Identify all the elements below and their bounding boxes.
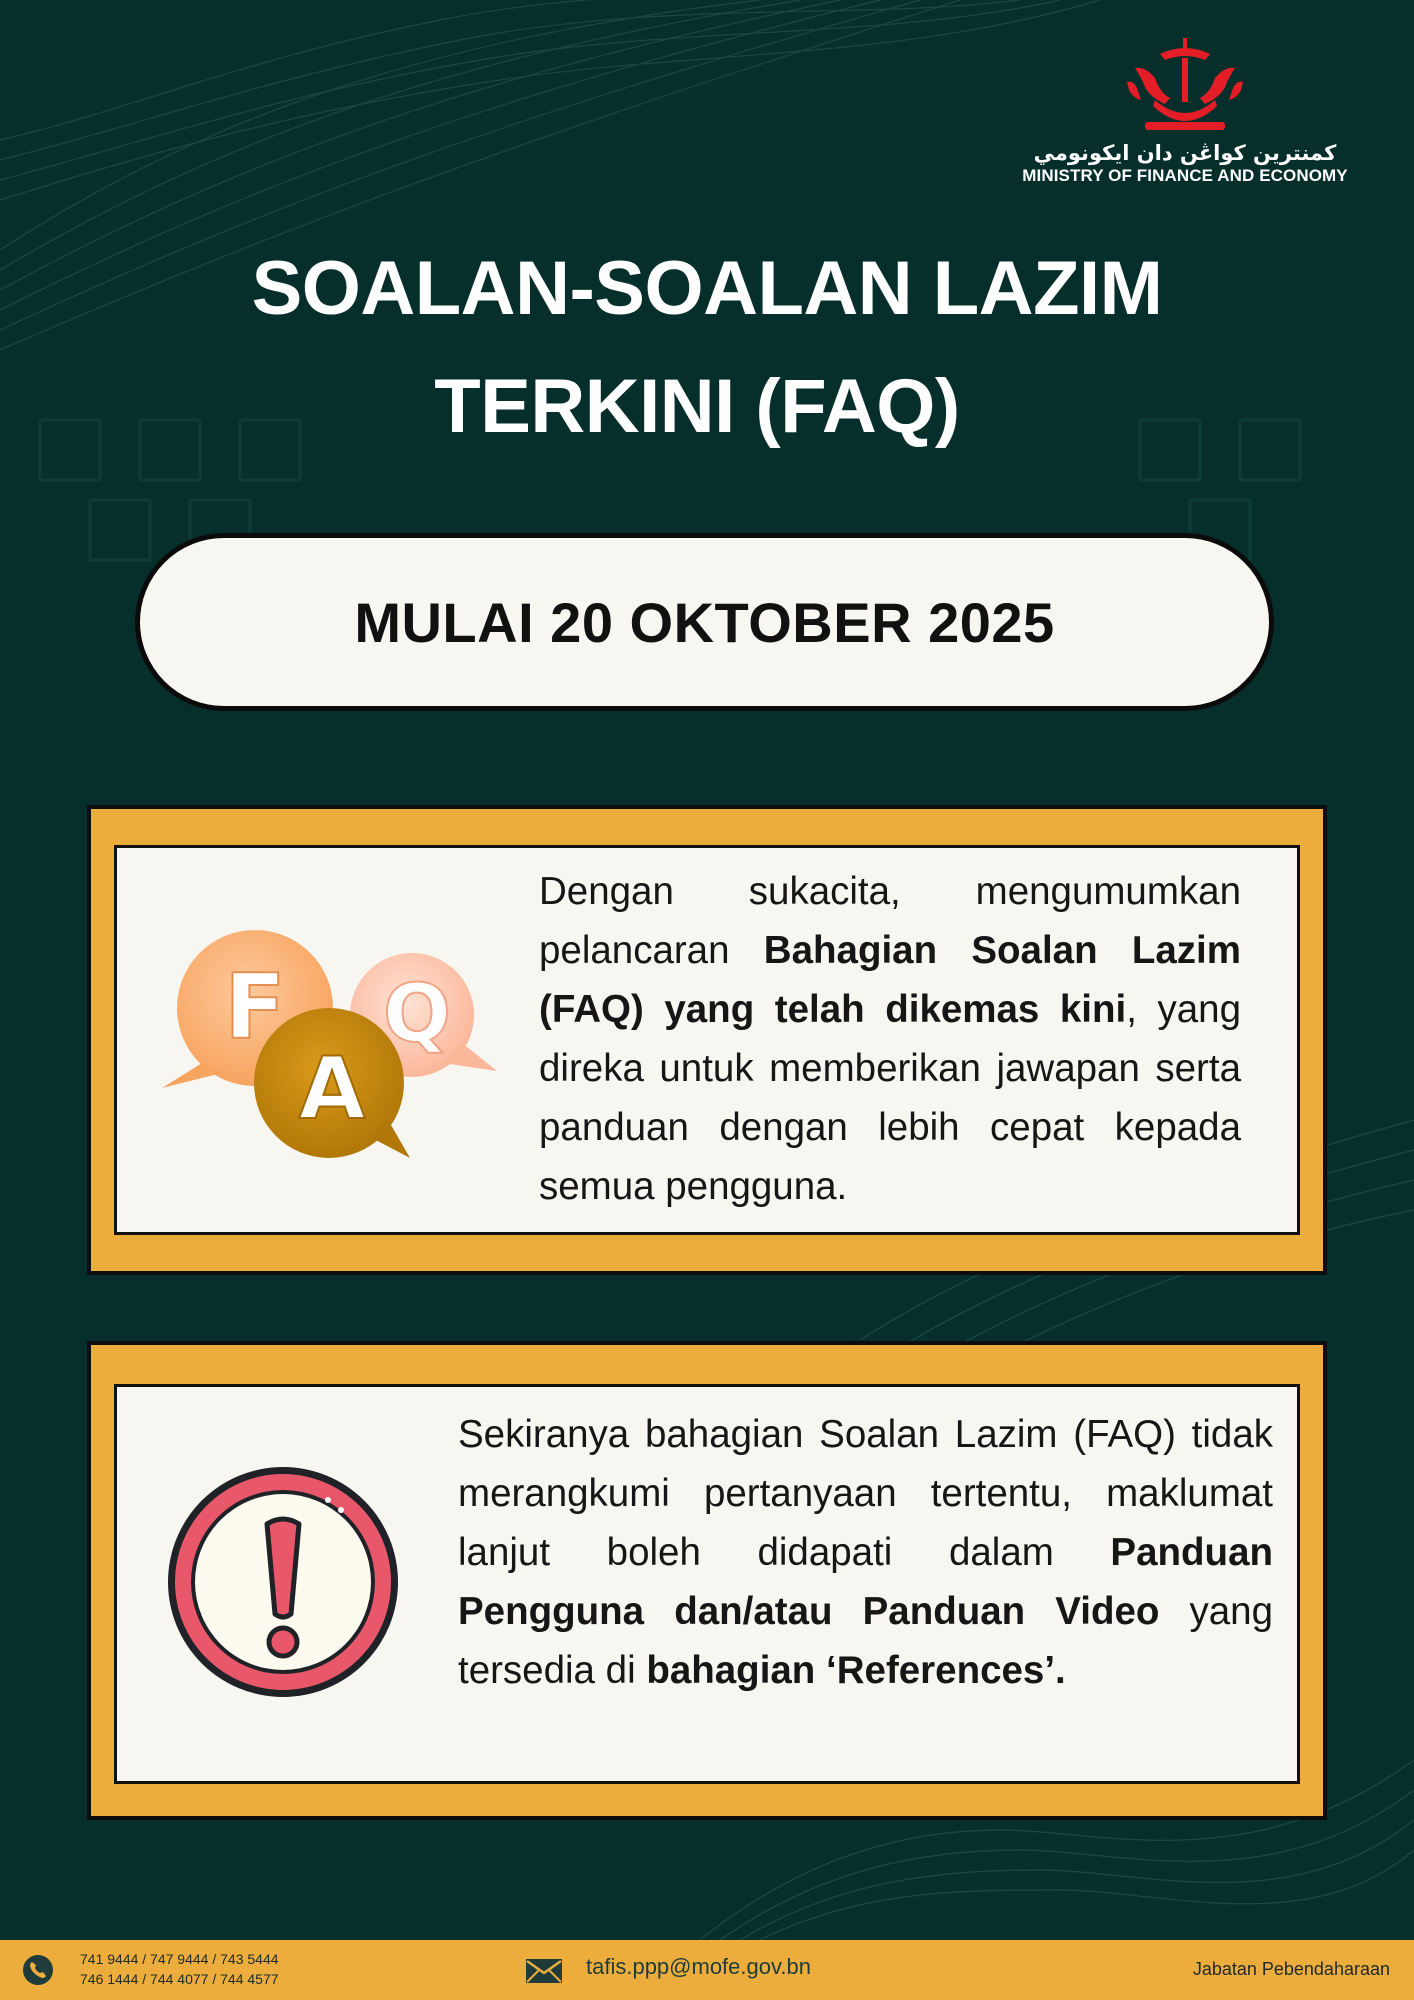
card1-text-part: Dengan sukacita, mengumumkan pelancaran (539, 870, 1241, 972)
phone-line-1: 741 9444 / 747 9444 / 743 5444 (80, 1951, 279, 1967)
faq-letter-q: Q (382, 967, 452, 1060)
faq-card-inner (114, 845, 1300, 1235)
page-title (0, 230, 1414, 466)
title-line-1: SOALAN-SOALAN LAZIM (251, 246, 1163, 331)
faq-announcement-card (87, 805, 1327, 1275)
faq-speech-bubbles-icon (142, 923, 522, 1183)
footer-phone-numbers (80, 1949, 279, 1989)
brunei-crest-icon (1125, 38, 1245, 138)
card1-text-bold: Bahagian Soalan Lazim (FAQ) yang telah dikemas kini (539, 929, 1241, 1031)
logo-english-text: MINISTRY OF FINANCE AND ECONOMY (1022, 166, 1348, 185)
phone-icon (22, 1954, 54, 1986)
card2-text-bold: Panduan Pengguna dan/atau Panduan Video (458, 1531, 1273, 1633)
date-banner (135, 533, 1274, 711)
faq-letter-a: A (298, 1039, 366, 1139)
logo-jawi-text: كمنترين كواڠن دان ايكونومي (1033, 141, 1337, 165)
title-line-2: TERKINI (FAQ) (434, 364, 960, 449)
faq-announcement-text (539, 862, 1241, 1216)
ministry-logo (1005, 38, 1365, 186)
footer-email[interactable]: tafis.ppp@mofe.gov.bn (586, 1954, 811, 1979)
mail-icon (525, 1958, 563, 1984)
exclamation-circle-icon (163, 1462, 403, 1702)
references-info-text (458, 1405, 1273, 1700)
card2-text-part: Sekiranya bahagian Soalan Lazim (FAQ) tidak merangkumi pertanyaan tertentu, maklumat lanjut boleh didapati dalam (458, 1413, 1273, 1574)
card2-text-part: yang tersedia di (458, 1590, 1273, 1692)
phone-line-2: 746 1444 / 744 4077 / 744 4577 (80, 1971, 279, 1987)
card1-text-part: , yang direka untuk memberikan jawapan serta panduan dengan lebih cepat kepada semua pengguna. (539, 988, 1241, 1208)
references-card-inner (114, 1384, 1300, 1784)
faq-letter-f: F (224, 955, 286, 1060)
references-info-card (87, 1341, 1327, 1820)
footer-department: Jabatan Pebendaharaan (1192, 1959, 1390, 1979)
date-banner-text: MULAI 20 OKTOBER 2025 (354, 590, 1055, 654)
footer-bar (0, 1940, 1414, 2000)
card2-text-bold: bahagian ‘References’. (646, 1649, 1066, 1692)
